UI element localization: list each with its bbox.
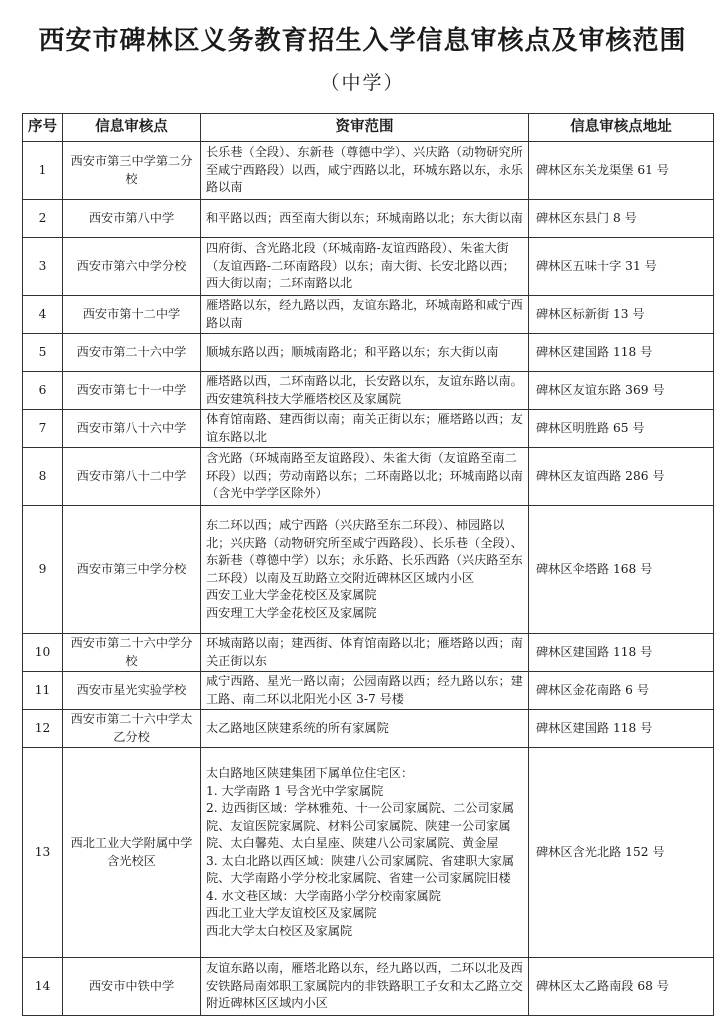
table-row xyxy=(23,634,714,672)
row-number: 14 xyxy=(23,958,63,1016)
table-row xyxy=(23,334,714,372)
row-number: 2 xyxy=(23,200,63,238)
review-address: 碑林区金花南路 6 号 xyxy=(529,672,714,710)
review-address: 碑林区含光北路 152 号 xyxy=(529,748,714,958)
review-point: 西安市第十二中学 xyxy=(63,296,201,334)
review-point: 西安市中铁中学 xyxy=(63,958,201,1016)
review-scope: 友谊东路以南，雁塔北路以东，经九路以西，二环以北及西安铁路局南郊职工家属院内的非铁路职工子女和太乙路立交附近碑林区区域内小区 xyxy=(201,958,529,1016)
review-scope: 雁塔路以西，二环南路以北，长安路以东，友谊东路以南。西安建筑科技大学雁塔校区及家属院 xyxy=(201,372,529,410)
review-points-table xyxy=(22,113,714,1016)
review-scope: 和平路以西；西至南大街以东；环城南路以北；东大街以南 xyxy=(201,200,529,238)
table-row xyxy=(23,142,714,200)
review-address: 碑林区建国路 118 号 xyxy=(529,334,714,372)
review-scope: 长乐巷（全段）、东新巷（尊德中学）、兴庆路（动物研究所至咸宁西路段）以西，咸宁西路以北，环城东路以东，永乐路以南 xyxy=(201,142,529,200)
review-point: 西安市第六中学分校 xyxy=(63,238,201,296)
review-address: 碑林区友谊东路 369 号 xyxy=(529,372,714,410)
review-point: 西安市第三中学分校 xyxy=(63,506,201,634)
review-address: 碑林区伞塔路 168 号 xyxy=(529,506,714,634)
table-row xyxy=(23,958,714,1016)
review-point: 西安市第八中学 xyxy=(63,200,201,238)
review-address: 碑林区建国路 118 号 xyxy=(529,634,714,672)
review-point: 西安市星光实验学校 xyxy=(63,672,201,710)
header-review-point: 信息审核点 xyxy=(63,114,201,142)
review-address: 碑林区友谊西路 286 号 xyxy=(529,448,714,506)
review-scope: 顺城东路以西；顺城南路北；和平路以东；东大街以南 xyxy=(201,334,529,372)
review-scope: 咸宁西路、星光一路以南；公园南路以西；经九路以东；建工路、南二环以北阳光小区 3-7 号楼 xyxy=(201,672,529,710)
review-address: 碑林区太乙路南段 68 号 xyxy=(529,958,714,1016)
table-row xyxy=(23,200,714,238)
row-number: 10 xyxy=(23,634,63,672)
page-title: 西安市碑林区义务教育招生入学信息审核点及审核范围 xyxy=(38,26,687,56)
review-address: 碑林区东县门 8 号 xyxy=(529,200,714,238)
table-row xyxy=(23,410,714,448)
row-number: 11 xyxy=(23,672,63,710)
review-scope: 环城南路以南；建西街、体育馆南路以北；雁塔路以西；南关正街以东 xyxy=(201,634,529,672)
page-subtitle: （中学） xyxy=(320,72,405,94)
review-address: 碑林区五味十字 31 号 xyxy=(529,238,714,296)
table-row xyxy=(23,448,714,506)
review-point: 西安市第二十六中学 xyxy=(63,334,201,372)
table-row xyxy=(23,238,714,296)
row-number: 9 xyxy=(23,506,63,634)
table-row xyxy=(23,506,714,634)
row-number: 5 xyxy=(23,334,63,372)
review-scope: 四府街、含光路北段（环城南路-友谊西路段）、朱雀大街（友谊西路-二环南路段）以东；南大街、长安北路以西；西大街以南；二环南路以北 xyxy=(201,238,529,296)
review-point: 西安市第八十二中学 xyxy=(63,448,201,506)
review-point: 西安市第二十六中学分校 xyxy=(63,634,201,672)
row-number: 8 xyxy=(23,448,63,506)
row-number: 6 xyxy=(23,372,63,410)
review-scope: 太白路地区陕建集团下属单位住宅区： 1. 大学南路 1 号含光中学家属院 2. 边西街区域：学林雅苑、十一公司家属院、二公司家属院、友谊医院家属院、材料公司家属院、陕建一公司家属院、太白馨苑、太白星座、陕建八公司家属院、黄金屋 3. 太白北路以西区域：陕建八公司家属院、省建职大家属院、大学南路小学分校北家属院、省建一公司家属院旧楼 4. 水文巷区域：大学南路小学分校南家属院 西北工业大学友谊校区及家属院 西北大学太白校区及家属院 xyxy=(201,748,529,958)
row-number: 3 xyxy=(23,238,63,296)
table-row xyxy=(23,710,714,748)
review-address: 碑林区东关龙渠堡 61 号 xyxy=(529,142,714,200)
review-point: 西安市第八十六中学 xyxy=(63,410,201,448)
table-row xyxy=(23,296,714,334)
row-number: 13 xyxy=(23,748,63,958)
header-address: 信息审核点地址 xyxy=(529,114,714,142)
review-point: 西安市第二十六中学太乙分校 xyxy=(63,710,201,748)
review-scope: 太乙路地区陕建系统的所有家属院 xyxy=(201,710,529,748)
header-number: 序号 xyxy=(23,114,63,142)
header-review-scope: 资审范围 xyxy=(201,114,529,142)
review-scope: 含光路（环城南路至友谊路段）、朱雀大街（友谊路至南二环段）以西；劳动南路以东；二环南路以北；环城南路以南（含光中学学区除外） xyxy=(201,448,529,506)
review-point: 西安市第三中学第二分校 xyxy=(63,142,201,200)
row-number: 12 xyxy=(23,710,63,748)
review-address: 碑林区标新街 13 号 xyxy=(529,296,714,334)
table-row xyxy=(23,748,714,958)
review-address: 碑林区明胜路 65 号 xyxy=(529,410,714,448)
review-point: 西安市第七十一中学 xyxy=(63,372,201,410)
review-address: 碑林区建国路 118 号 xyxy=(529,710,714,748)
review-scope: 东二环以西；咸宁西路（兴庆路至东二环段）、柿园路以北；兴庆路（动物研究所至咸宁西路段）、长乐巷（全段）、东新巷（尊德中学）以东；永乐路、长乐西路（兴庆路至东二环段）以南及互助路立交附近碑林区区域内小区 西安工业大学金花校区及家属院 西安理工大学金花校区及家属院 xyxy=(201,506,529,634)
row-number: 4 xyxy=(23,296,63,334)
row-number: 1 xyxy=(23,142,63,200)
table-header-row xyxy=(23,114,714,142)
table-row xyxy=(23,372,714,410)
review-point: 西北工业大学附属中学含光校区 xyxy=(63,748,201,958)
review-scope: 雁塔路以东，经九路以西，友谊东路北，环城南路和咸宁西路以南 xyxy=(201,296,529,334)
row-number: 7 xyxy=(23,410,63,448)
review-scope: 体育馆南路、建西街以南；南关正街以东；雁塔路以西；友谊东路以北 xyxy=(201,410,529,448)
table-row xyxy=(23,672,714,710)
